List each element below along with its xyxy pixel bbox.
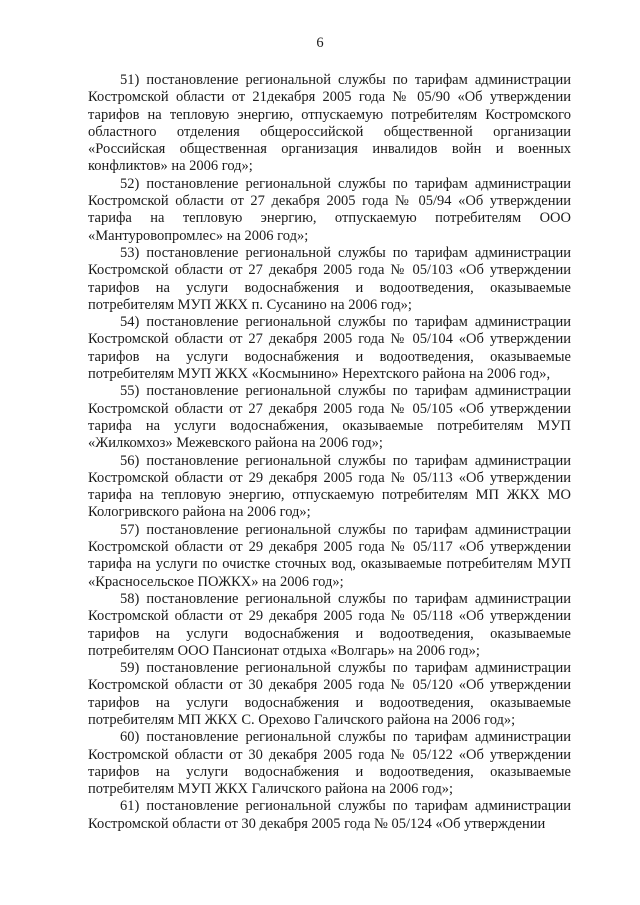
- list-item-56: 56) постановление региональной службы по тарифам администрации Костромской области от 29 декабря 2005 года № 05/113 «Об утверждении тарифа на тепловую энергию, отпускаемую потребителям МП ЖКХ МО Кологривского района на 2006 год»;: [88, 452, 571, 521]
- page-number: 6: [316, 35, 324, 51]
- list-item-59: 59) постановление региональной службы по тарифам администрации Костромской области от 30 декабря 2005 года № 05/120 «Об утверждении тарифов на услуги водоснабжения и водоотведения, оказываемые потребителям МП ЖКХ С. Орехово Галичского района на 2006 год»;: [88, 660, 571, 728]
- list-item-58: 58) постановление региональной службы по тарифам администрации Костромской области от 29 декабря 2005 года № 05/118 «Об утверждении тарифов на услуги водоснабжения и водоотведения, оказываемые потребителям ООО Пансионат отдыха «Волгарь» на 2006 год»;: [88, 590, 571, 659]
- list-item-54: 54) постановление региональной службы по тарифам администрации Костромской области от 27 декабря 2005 года № 05/104 «Об утверждении тарифов на услуги водоснабжения и водоотведения, оказываемые потребителям МУП ЖКХ «Космынино» Нерехтского района на 2006 год»,: [88, 314, 571, 383]
- list-item-60: 60) постановление региональной службы по тарифам администрации Костромской области от 30 декабря 2005 года № 05/122 «Об утверждении тарифов на услуги водоснабжения и водоотведения, оказываемые потребителям МУП ЖКХ Галичского района на 2006 год»;: [88, 729, 571, 798]
- list-item-61: 61) постановление региональной службы по тарифам администрации Костромской области от 30 декабря 2005 года № 05/124 «Об утверждении: [88, 798, 571, 832]
- list-item-55: 55) постановление региональной службы по тарифам администрации Костромской области от 27 декабря 2005 года № 05/105 «Об утверждении тарифа на услуги водоснабжения, оказываемые потребителям МУП «Жилкомхоз» Межевского района на 2006 год»;: [88, 383, 571, 452]
- list-item-53: 53) постановление региональной службы по тарифам администрации Костромской области от 27 декабря 2005 года № 05/103 «Об утверждении тарифов на услуги водоснабжения и водоотведения, оказываемые потребителям МУП ЖКХ п. Сусанино на 2006 год»;: [88, 244, 571, 313]
- document-body: [88, 72, 571, 833]
- list-item-57: 57) постановление региональной службы по тарифам администрации Костромской области от 29 декабря 2005 года № 05/117 «Об утверждении тарифа на услуги по очистке сточных вод, оказываемые потребителям МУП «Красносельское ПОЖКХ» на 2006 год»;: [88, 521, 571, 590]
- list-item-51: 51) постановление региональной службы по тарифам администрации Костромской области от 21декабря 2005 года № 05/90 «Об утверждении тарифов на тепловую энергию, отпускаемую потребителям Костромского областного отделения общероссийской общественной организации «Российская общественная организация инвалидов войн и военных конфликтов» на 2006 год»;: [88, 72, 571, 175]
- list-item-52: 52) постановление региональной службы по тарифам администрации Костромской области от 27 декабря 2005 года № 05/94 «Об утверждении тарифа на тепловую энергию, отпускаемую потребителям ООО «Мантуровопромлес» на 2006 год»;: [88, 175, 571, 244]
